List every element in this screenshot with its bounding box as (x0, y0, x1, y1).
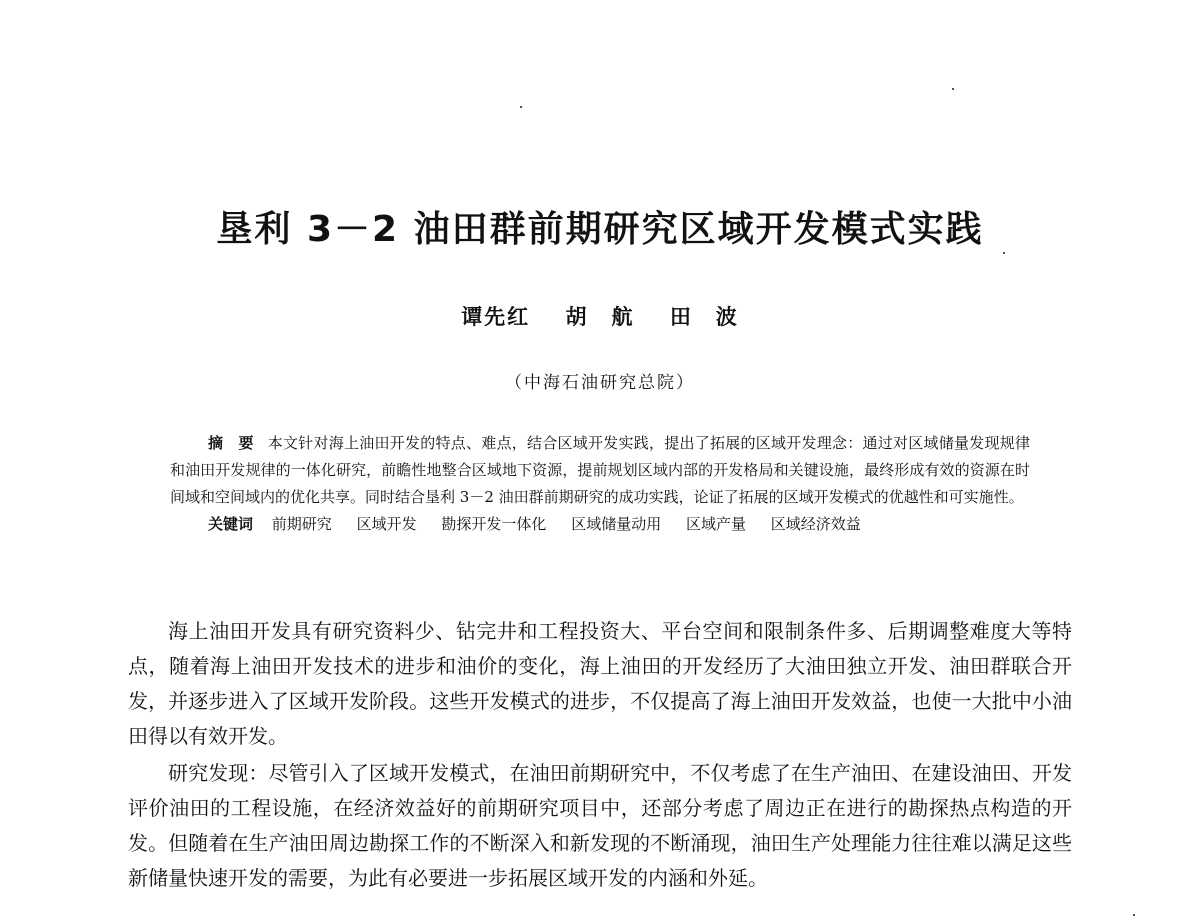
scan-speck (520, 106, 522, 108)
keyword: 区域开发 (356, 515, 417, 533)
keyword: 区域储量动用 (571, 515, 662, 533)
scan-speck (952, 88, 954, 90)
abstract-paragraph (170, 430, 1030, 511)
keywords (170, 511, 1030, 538)
keywords-label: 关键词 (208, 515, 254, 533)
keyword: 区域经济效益 (770, 515, 861, 533)
author-name: 田 波 (669, 304, 739, 329)
keyword: 区域产量 (685, 515, 746, 533)
abstract-text: 本文针对海上油田开发的特点、难点，结合区域开发实践，提出了拓展的区域开发理念：通过对区域储量发现规律和油田开发规律的一体化研究，前瞻性地整合区域地下资源，提前规划区域内部的开发格局和关键设施，最终形成有效的资源在时间域和空间域内的优化共享。同时结合垦利 3－2 油田群前期研究的成功实践，论证了拓展的区域开发模式的优越性和可实施性。 (170, 434, 1030, 506)
keyword: 前期研究 (271, 515, 332, 533)
paper-title: 垦利 3－2 油田群前期研究区域开发模式实践 (216, 209, 984, 250)
body-text (128, 614, 1072, 898)
author-name: 胡 航 (565, 304, 635, 329)
body-paragraph: 海上油田开发具有研究资料少、钻完井和工程投资大、平台空间和限制条件多、后期调整难度大等特点，随着海上油田开发技术的进步和油价的变化，海上油田的开发经历了大油田独立开发、油田群联合开发，并逐步进入了区域开发阶段。这些开发模式的进步，不仅提高了海上油田开发效益，也使一大批中小油田得以有效开发。 (128, 619, 1072, 748)
abstract-label: 摘 要 (208, 434, 254, 452)
keyword: 勘探开发一体化 (441, 515, 547, 533)
affiliation: （中海石油研究总院） (505, 373, 695, 393)
author-name: 谭先红 (461, 304, 531, 329)
author-list (0, 302, 1200, 332)
abstract-section (170, 430, 1030, 538)
body-paragraph: 研究发现：尽管引入了区域开发模式，在油田前期研究中，不仅考虑了在生产油田、在建设油田、开发评价油田的工程设施，在经济效益好的前期研究项目中，还部分考虑了周边正在进行的勘探热点构造的开发。但随着在生产油田周边勘探工作的不断深入和新发现的不断涌现，油田生产处理能力往往难以满足这些新储量快速开发的需要，为此有必要进一步拓展区域开发的内涵和外延。 (128, 761, 1072, 890)
scan-speck (1133, 914, 1135, 916)
